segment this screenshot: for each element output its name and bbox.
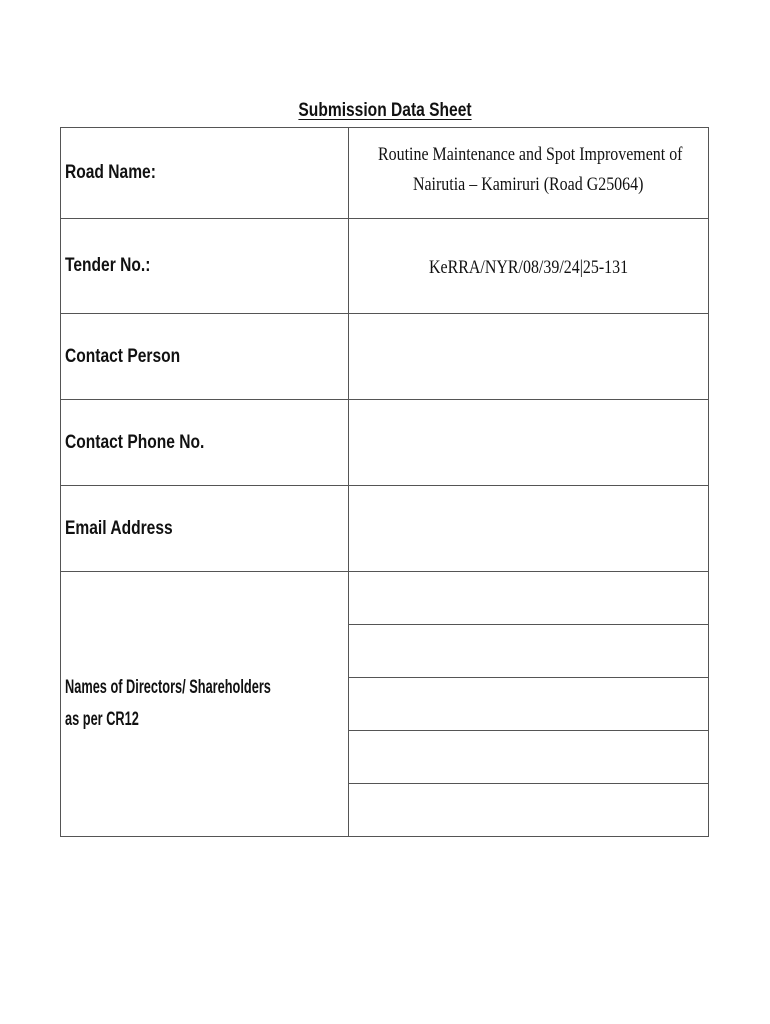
contact-person-value-cell[interactable] xyxy=(349,314,709,400)
tender-no-value-cell[interactable] xyxy=(349,219,709,314)
directors-label-line1: Names of Directors/ Shareholders xyxy=(65,677,271,698)
director-entry-4[interactable] xyxy=(349,731,709,784)
contact-person-row xyxy=(61,314,709,400)
submission-table xyxy=(60,127,709,837)
contact-phone-label-cell xyxy=(61,400,349,486)
directors-label-line2: as per CR12 xyxy=(65,709,139,730)
director-entry-3[interactable] xyxy=(349,678,709,731)
road-name-value-cell[interactable] xyxy=(349,128,709,219)
tender-no-value: KeRRA/NYR/08/39/24|25-131 xyxy=(428,257,629,278)
director-entry-5[interactable] xyxy=(349,784,709,837)
contact-person-label-cell xyxy=(61,314,349,400)
tender-no-label: Tender No.: xyxy=(65,255,151,276)
sheet-title: Submission Data Sheet xyxy=(298,100,472,121)
directors-label-cell xyxy=(61,572,349,837)
contact-phone-label: Contact Phone No. xyxy=(65,431,205,453)
road-name-value-line1: Routine Maintenance and Spot Improvement of xyxy=(378,144,683,165)
email-label-cell xyxy=(61,486,349,572)
tender-no-row xyxy=(61,219,709,314)
contact-phone-value-cell[interactable] xyxy=(349,400,709,486)
directors-label xyxy=(65,672,336,736)
directors-row xyxy=(61,572,709,625)
email-row xyxy=(61,486,709,572)
road-name-row xyxy=(61,128,709,219)
director-entry-2[interactable] xyxy=(349,625,709,678)
director-entry-1[interactable] xyxy=(349,572,709,625)
road-name-value-line2: Nairutia – Kamiruri (Road G25064) xyxy=(413,174,644,195)
tender-no-label-cell xyxy=(61,219,349,314)
email-label: Email Address xyxy=(65,517,173,539)
email-value-cell[interactable] xyxy=(349,486,709,572)
road-name-label: Road Name: xyxy=(65,162,156,183)
contact-person-label: Contact Person xyxy=(65,345,181,367)
road-name-label-cell xyxy=(61,128,349,219)
contact-phone-row xyxy=(61,400,709,486)
